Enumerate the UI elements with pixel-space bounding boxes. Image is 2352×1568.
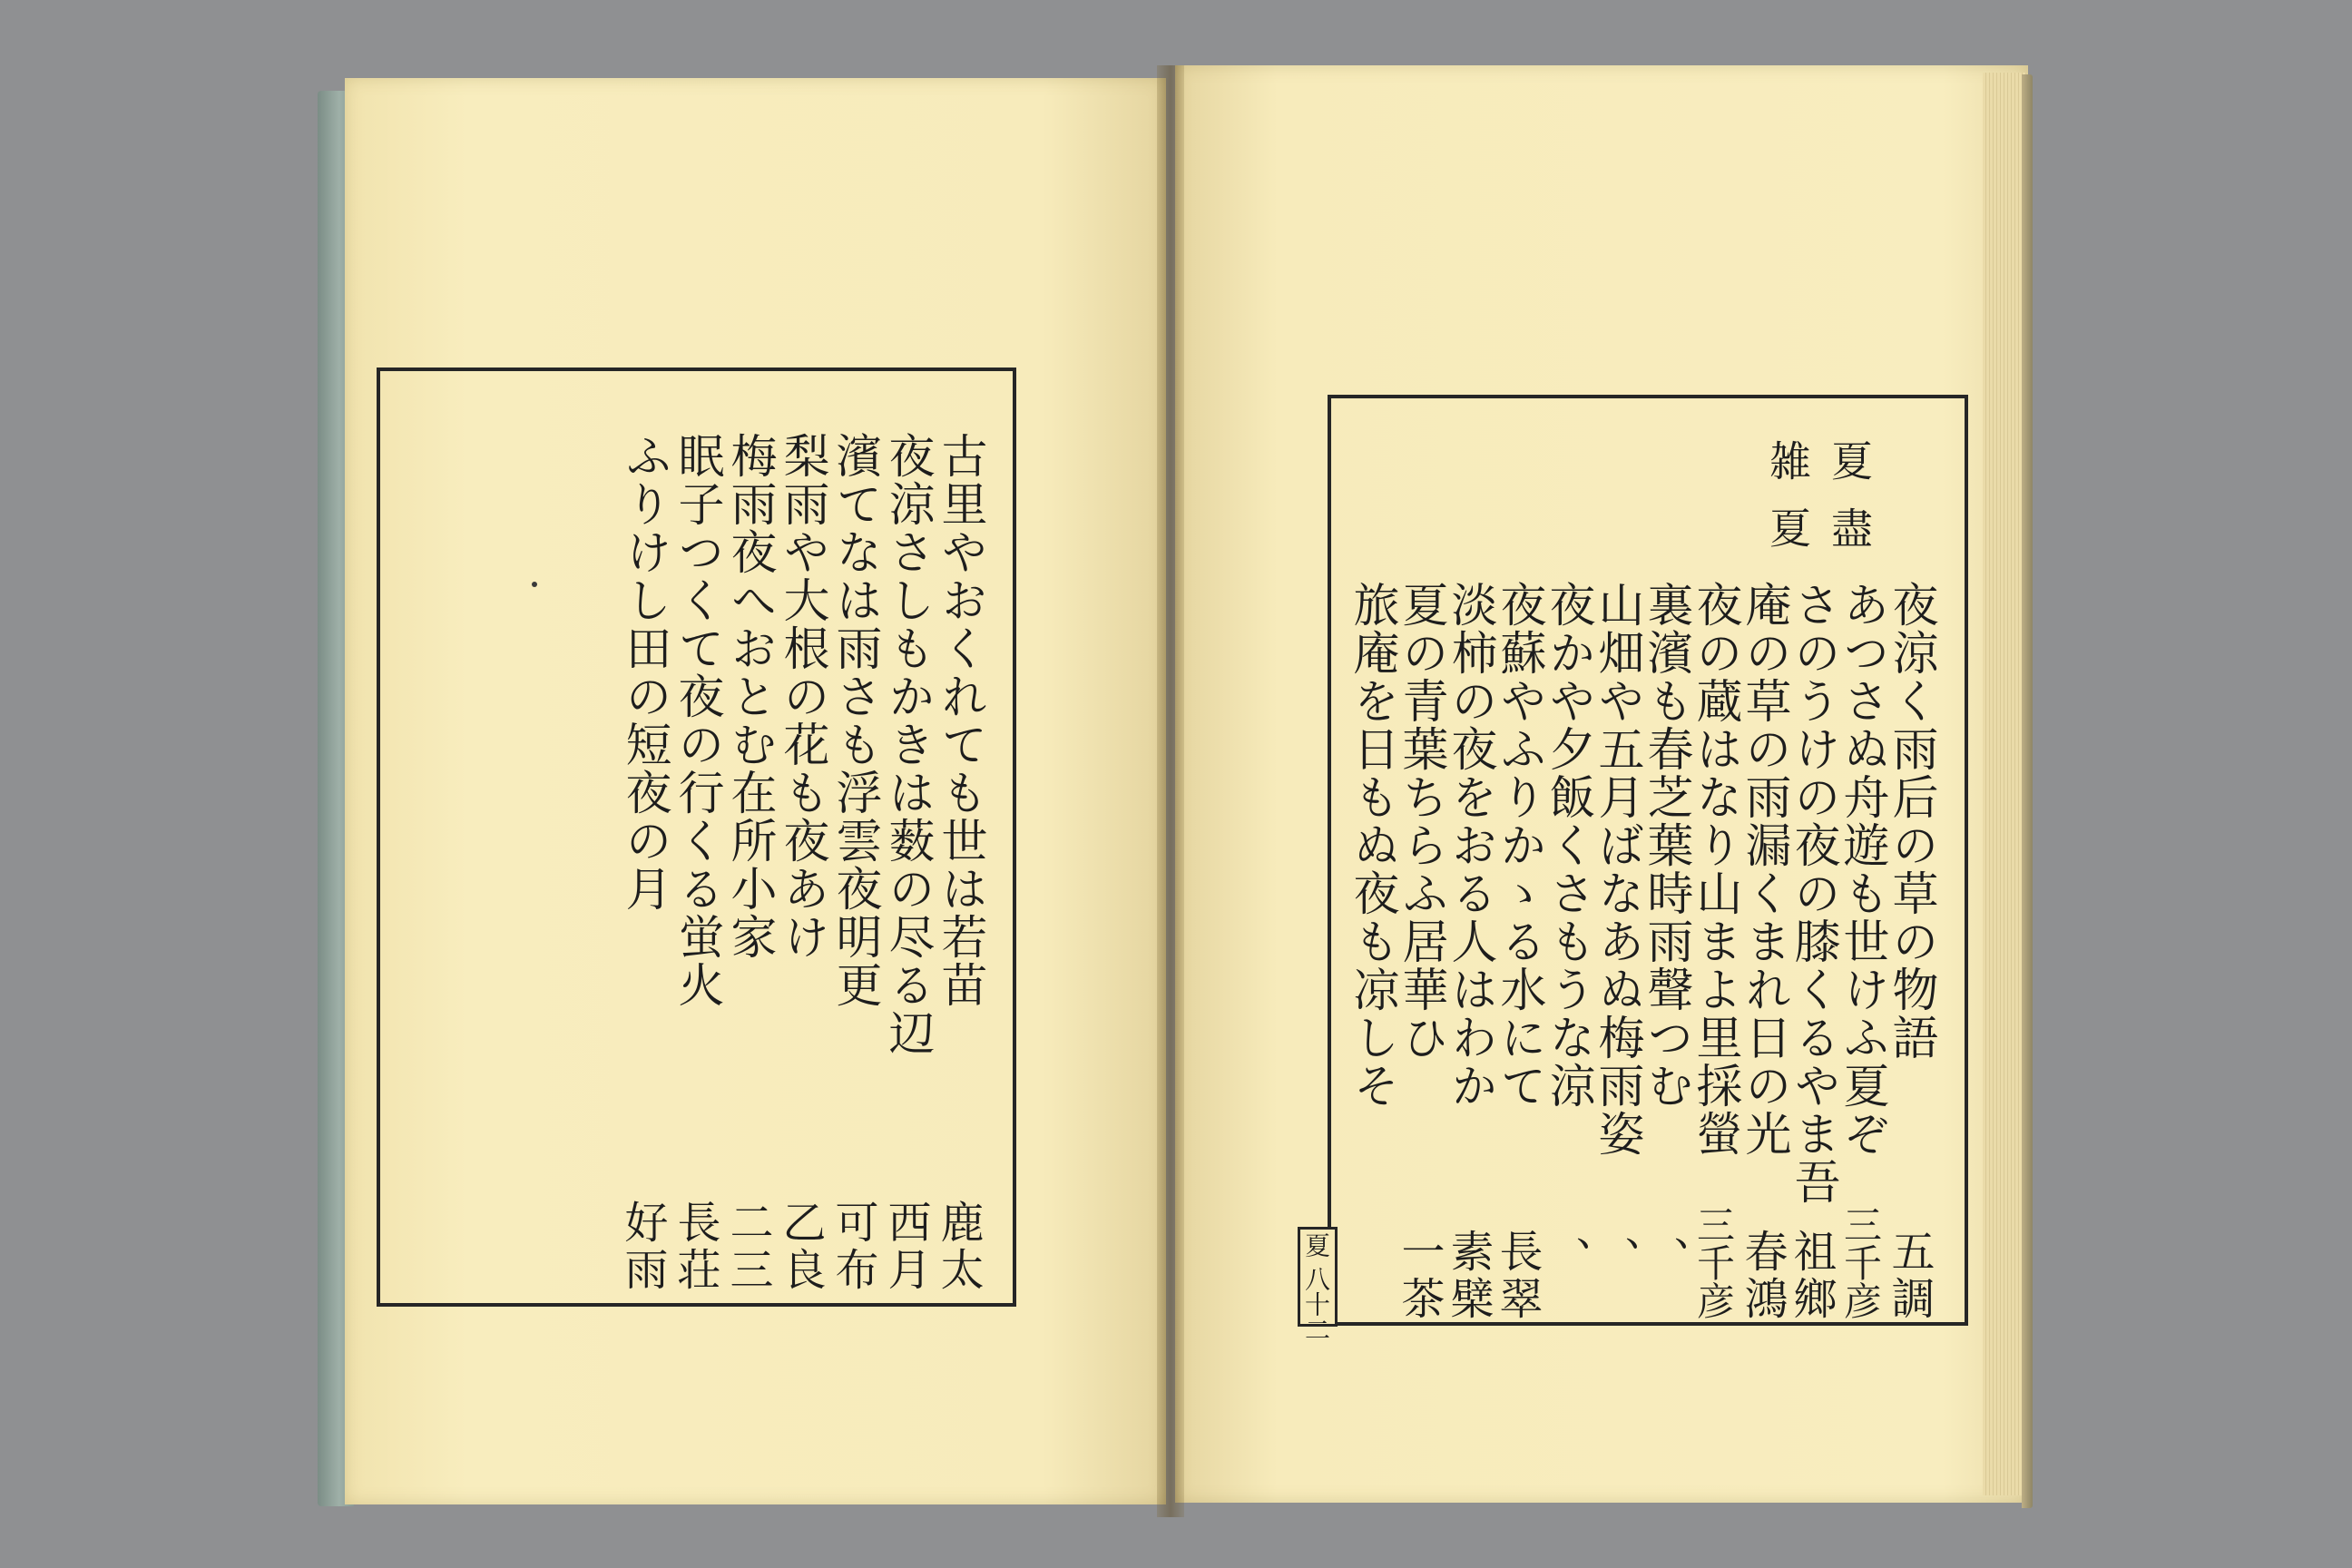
right-verse-10: 淡柿の夜をおる人はわか	[1443, 581, 1496, 1110]
right-author-6: 、	[1639, 1236, 1690, 1283]
page-edges	[1983, 73, 2026, 1495]
section-heading-summer-end: 夏盡	[1825, 439, 1874, 573]
right-author-7: 、	[1590, 1236, 1641, 1283]
right-verse-8: 夜かや夕飯くさもうな涼	[1541, 581, 1594, 1110]
left-verse-5: 梅雨夜へおとむ在所小家	[722, 432, 776, 961]
book-cover-edge	[2022, 74, 2033, 1508]
right-verse-7: 山畑や五月ばなあぬ梅雨姿	[1590, 581, 1643, 1158]
right-author-2: 三千彦	[1838, 1205, 1883, 1319]
right-author-9: 長翠	[1492, 1229, 1543, 1323]
right-verse-3: さのうけの夜の膝くるやま吾	[1786, 581, 1839, 1206]
left-author-2: 西月	[880, 1200, 931, 1294]
section-heading-misc-summer: 雑夏	[1763, 439, 1812, 573]
left-author-6: 長荘	[670, 1200, 720, 1294]
right-author-10: 素檗	[1443, 1229, 1494, 1323]
left-verse-2: 夜涼さしもかきは薮の尽る辺	[880, 432, 934, 1057]
left-verse-3: 濱てなは雨さも浮雲夜明更	[828, 432, 881, 1009]
left-author-4: 乙良	[775, 1200, 826, 1294]
right-verse-5: 夜の蔵はなり山まよ里採螢	[1688, 581, 1741, 1158]
left-author-1: 鹿太	[933, 1200, 984, 1294]
book-gutter	[1157, 65, 1184, 1517]
right-author-11: 一茶	[1394, 1229, 1445, 1323]
right-verse-9: 夜蘇やふりかゝる水にて	[1492, 581, 1545, 1110]
left-verse-4: 梨雨や大根の花も夜あけ	[775, 432, 828, 961]
left-author-3: 可布	[828, 1200, 878, 1294]
ink-dot	[532, 582, 537, 587]
left-verse-1: 古里やおくれても世は若苗	[933, 432, 986, 1009]
right-author-8: 、	[1541, 1236, 1592, 1283]
right-verse-12: 旅庵を日もぬ夜も凉しそ	[1345, 581, 1398, 1110]
right-verse-4: 庵の草の雨漏くまれ日の光	[1737, 581, 1790, 1158]
page-number: 夏 八十二	[1301, 1232, 1331, 1342]
open-book	[318, 65, 2033, 1517]
left-author-7: 好雨	[617, 1200, 668, 1294]
right-verse-1: 夜涼く雨后の草の物語	[1884, 581, 1937, 1062]
left-author-5: 二三	[722, 1200, 773, 1294]
right-author-5: 三千彦	[1691, 1205, 1736, 1319]
right-author-4: 春鴻	[1737, 1229, 1788, 1323]
right-author-1: 五調	[1884, 1229, 1935, 1323]
right-verse-2: あつさぬ舟遊も世けふ夏ぞ	[1835, 581, 1888, 1158]
right-author-3: 祖鄉	[1786, 1229, 1837, 1323]
right-verse-6: 裏濱も春芝葉時雨聲つむ	[1639, 581, 1692, 1110]
left-verse-7: ふりけし田の短夜の月	[617, 432, 671, 913]
right-verse-11: 夏の青葉ちらふ居華ひ	[1394, 581, 1447, 1062]
left-verse-6: 眠子つくて夜の行くる蛍火	[670, 432, 723, 1009]
